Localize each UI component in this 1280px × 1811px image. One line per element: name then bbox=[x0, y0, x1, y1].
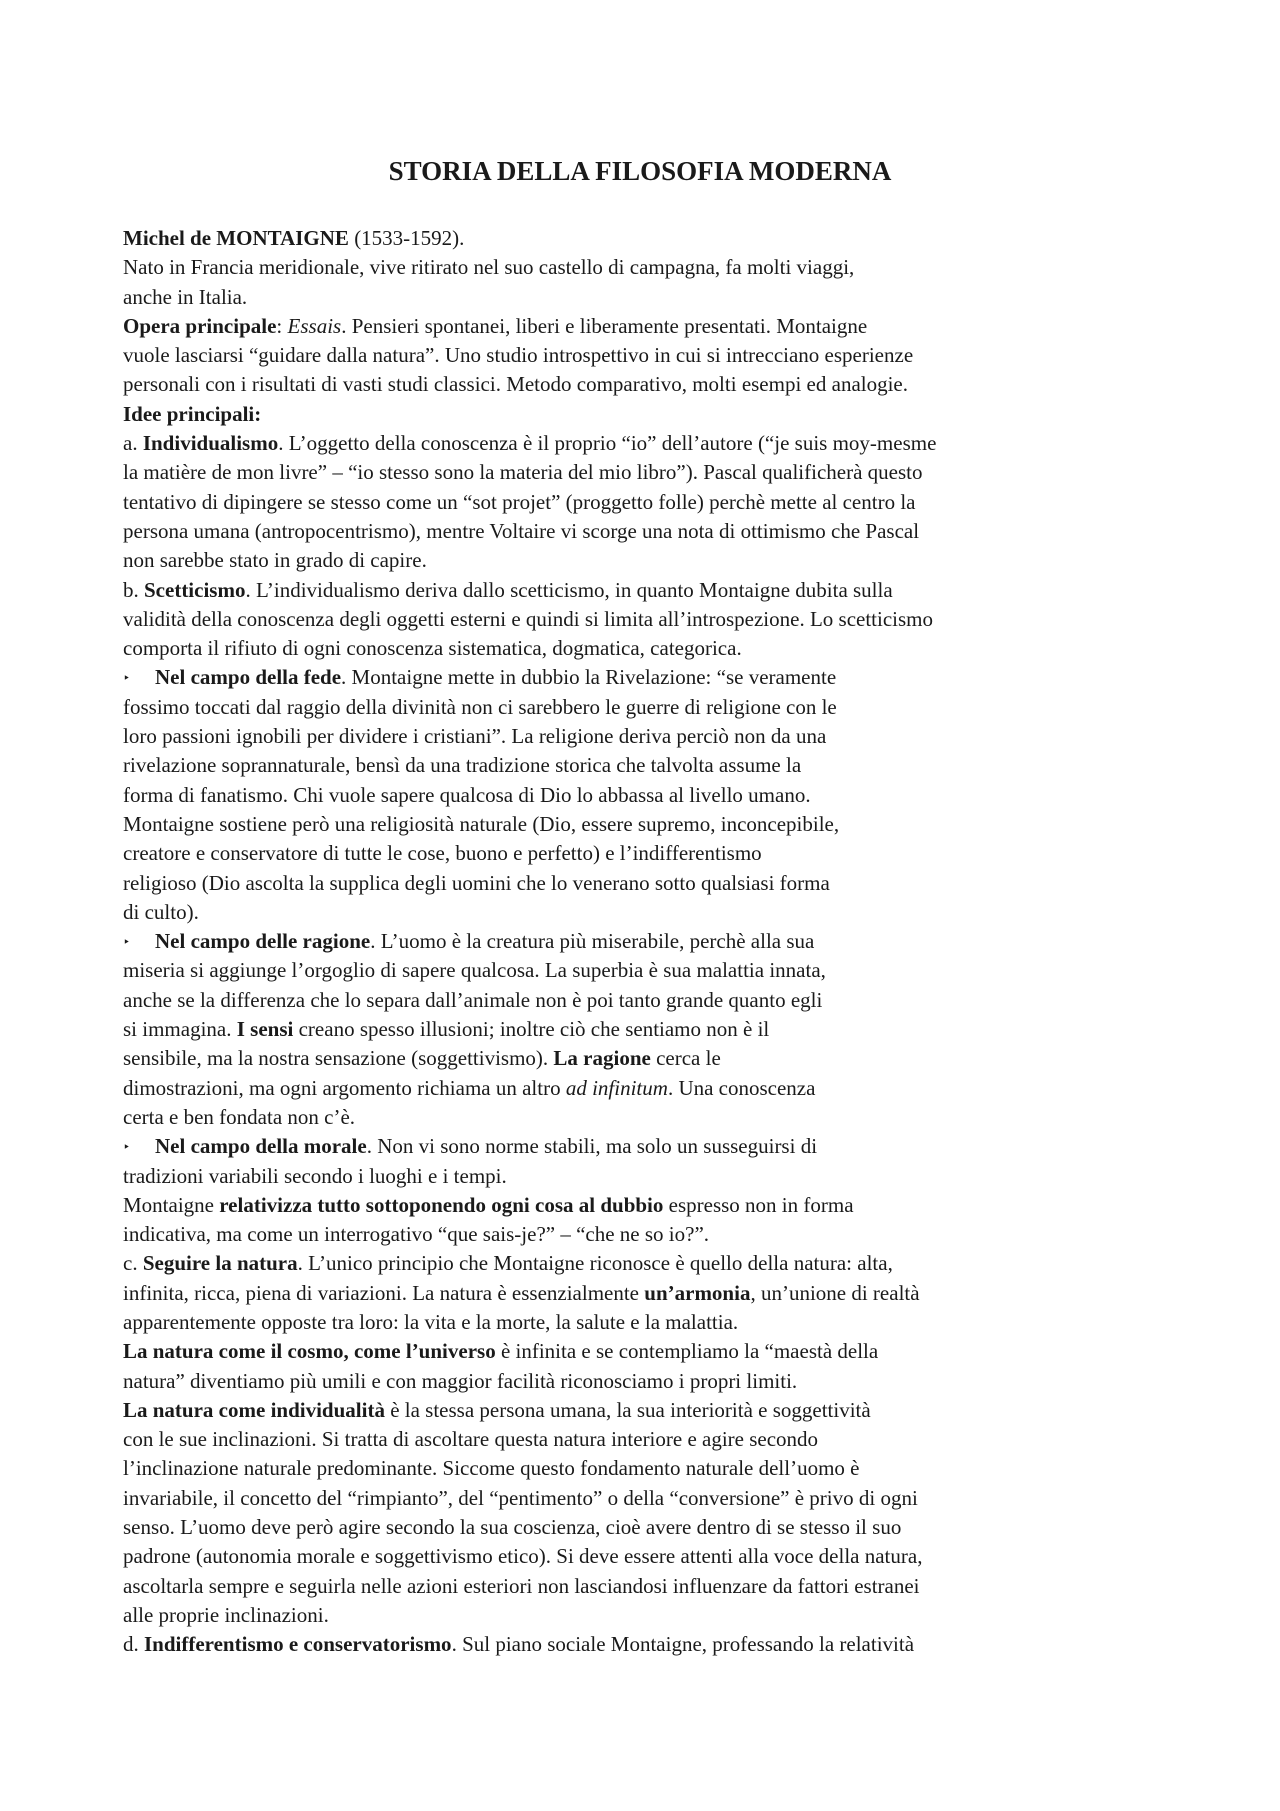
text-line: con le sue inclinazioni. Si tratta di ascoltare questa natura interiore e agire secondo bbox=[123, 1427, 819, 1452]
author-dates: (1533-1592). bbox=[348, 226, 465, 250]
text-line: Montaigne sostiene però una religiosità naturale (Dio, essere supremo, inconcepibile, bbox=[123, 811, 840, 836]
text-line: invariabile, il concetto del “rimpianto”, del “pentimento” o della “conversione” è privo di ogni bbox=[123, 1485, 918, 1510]
text-line: anche in Italia. bbox=[123, 284, 248, 309]
text-line: d. Indifferentismo e conservatorismo. Sul piano sociale Montaigne, professando la relatività bbox=[123, 1632, 915, 1657]
bold-term: Nel campo della morale bbox=[155, 1134, 367, 1159]
italic-term: ad infinitum bbox=[565, 1075, 668, 1100]
text-line: apparentemente opposte tra loro: la vita e la morte, la salute e la malattia. bbox=[123, 1309, 739, 1334]
text-line: Montaigne relativizza tutto sottoponendo ogni cosa al dubbio espresso non in forma bbox=[123, 1192, 854, 1217]
text-line: infinita, ricca, piena di variazioni. La natura è essenzialmente un’armonia, un’unione di realtà bbox=[123, 1280, 920, 1305]
text-line: anche se la differenza che lo separa dall’animale non è poi tanto grande quanto egli bbox=[123, 987, 823, 1012]
text-line: padrone (autonomia morale e soggettivismo etico). Si deve essere attenti alla voce della natura, bbox=[123, 1544, 923, 1569]
bold-term: Scetticismo bbox=[144, 577, 246, 602]
bold-term: Opera principale bbox=[123, 313, 277, 338]
text-line: indicativa, ma come un interrogativo “que sais-je?” – “che ne so io?”. bbox=[123, 1222, 710, 1247]
section-heading: Idee principali: bbox=[123, 401, 262, 426]
text-line: persona umana (antropocentrismo), mentre Voltaire vi scorge una nota di ottimismo che Pascal bbox=[123, 518, 920, 543]
bold-term: La natura come il cosmo, come l’universo bbox=[123, 1339, 496, 1364]
bullet-icon: ‣ bbox=[123, 935, 131, 950]
text-line: di culto). bbox=[123, 899, 199, 924]
text-line: certa e ben fondata non c’è. bbox=[123, 1104, 356, 1129]
author-name: Michel de MONTAIGNE bbox=[123, 226, 349, 250]
text-line: senso. L’uomo deve però agire secondo la sua coscienza, cioè avere dentro di se stesso il suo bbox=[123, 1515, 902, 1540]
text-line: b. Scetticismo. L’individualismo deriva dallo scetticismo, in quanto Montaigne dubita sulla bbox=[123, 577, 893, 602]
text-line: personali con i risultati di vasti studi classici. Metodo comparativo, molti esempi ed analogie. bbox=[123, 372, 908, 397]
text-line: loro passioni ignobili per dividere i cristiani”. La religione deriva perciò non da una bbox=[123, 724, 827, 749]
text-line: ascoltarla sempre e seguirla nelle azioni esteriori non lasciandosi influenzare da fattori estranei bbox=[123, 1573, 920, 1598]
text-line: forma di fanatismo. Chi vuole sapere qualcosa di Dio lo abbassa al livello umano. bbox=[123, 782, 811, 807]
text-line: sensibile, ma la nostra sensazione (soggettivismo). La ragione cerca le bbox=[123, 1046, 721, 1071]
bullet-icon: ‣ bbox=[123, 1140, 131, 1155]
bullet-item: ‣ Nel campo delle ragione. L’uomo è la creatura più miserabile, perchè alla sua bbox=[123, 927, 1163, 956]
text-line: non sarebbe stato in grado di capire. bbox=[123, 548, 427, 573]
text-line: l’inclinazione naturale predominante. Siccome questo fondamento naturale dell’uomo è bbox=[123, 1456, 860, 1481]
text-line: miseria si aggiunge l’orgoglio di sapere qualcosa. La superbia è sua malattia innata, bbox=[123, 958, 826, 983]
bold-term: Nel campo delle ragione bbox=[155, 929, 371, 954]
bold-term: La ragione bbox=[553, 1046, 651, 1071]
text-line: tentativo di dipingere se stesso come un “sot projet” (proggetto folle) perchè mette al centro la bbox=[123, 489, 916, 514]
bold-term: relativizza tutto sottoponendo ogni cosa al dubbio bbox=[219, 1192, 664, 1217]
bold-term: I sensi bbox=[236, 1017, 294, 1042]
document-body bbox=[123, 224, 1163, 1660]
text-line: tradizioni variabili secondo i luoghi e i tempi. bbox=[123, 1163, 507, 1188]
text-line: vuole lasciarsi “guidare dalla natura”. Uno studio introspettivo in cui si intrecciano esperienze bbox=[123, 343, 914, 368]
bold-term: Seguire la natura bbox=[142, 1251, 298, 1276]
text-line: c. Seguire la natura. L’unico principio che Montaigne riconosce è quello della natura: alta, bbox=[123, 1251, 893, 1276]
text-line: rivelazione soprannaturale, bensì da una tradizione storica che talvolta assume la bbox=[123, 753, 802, 778]
text-line: creatore e conservatore di tutte le cose, buono e perfetto) e l’indifferentismo bbox=[123, 841, 762, 866]
bullet-item: ‣ Nel campo della morale. Non vi sono norme stabili, ma solo un susseguirsi di bbox=[123, 1132, 1163, 1161]
text-line: si immagina. I sensi creano spesso illusioni; inoltre ciò che sentiamo non è il bbox=[123, 1017, 770, 1042]
bold-term: Individualismo bbox=[142, 431, 279, 456]
text-line: validità della conoscenza degli oggetti esterni e quindi si limita all’introspezione. Lo scetticismo bbox=[123, 606, 934, 631]
bold-term: Nel campo della fede bbox=[155, 665, 342, 690]
text-line: La natura come il cosmo, come l’universo è infinita e se contempliamo la “maestà della bbox=[123, 1339, 879, 1364]
bold-term: un’armonia bbox=[644, 1280, 751, 1305]
text-line: dimostrazioni, ma ogni argomento richiama un altro ad infinitum. Una conoscenza bbox=[123, 1075, 816, 1100]
text-line: Nato in Francia meridionale, vive ritirato nel suo castello di campagna, fa molti viaggi, bbox=[123, 255, 855, 280]
text-line: natura” diventiamo più umili e con maggior facilità riconosciamo i propri limiti. bbox=[123, 1368, 798, 1393]
text-line: alle proprie inclinazioni. bbox=[123, 1602, 329, 1627]
text-line: religioso (Dio ascolta la supplica degli uomini che lo venerano sotto qualsiasi forma bbox=[123, 870, 830, 895]
text-line bbox=[123, 224, 1163, 253]
text-line: fossimo toccati dal raggio della divinità non ci sarebbero le guerre di religione con le bbox=[123, 694, 837, 719]
italic-title: Essais bbox=[287, 313, 342, 338]
text-line: La natura come individualità è la stessa persona umana, la sua interiorità e soggettività bbox=[123, 1397, 871, 1422]
bullet-item: ‣ Nel campo della fede. Montaigne mette in dubbio la Rivelazione: “se veramente bbox=[123, 663, 1163, 692]
text-line: Opera principale: Essais. Pensieri spontanei, liberi e liberamente presentati. Montaigne bbox=[123, 313, 868, 338]
bold-term: Indifferentismo e conservatorismo bbox=[144, 1632, 452, 1657]
text-line: comporta il rifiuto di ogni conoscenza sistematica, dogmatica, categorica. bbox=[123, 636, 742, 661]
text-line: la matière de mon livre” – “io stesso sono la materia del mio libro”). Pascal qualificherà questo bbox=[123, 460, 923, 485]
page-title: STORIA DELLA FILOSOFIA MODERNA bbox=[388, 156, 892, 186]
bullet-icon: ‣ bbox=[123, 671, 131, 686]
text-line: a. Individualismo. L’oggetto della conoscenza è il proprio “io” dell’autore (“je suis moy-mesme bbox=[123, 431, 937, 456]
bold-term: La natura come individualità bbox=[123, 1397, 385, 1422]
